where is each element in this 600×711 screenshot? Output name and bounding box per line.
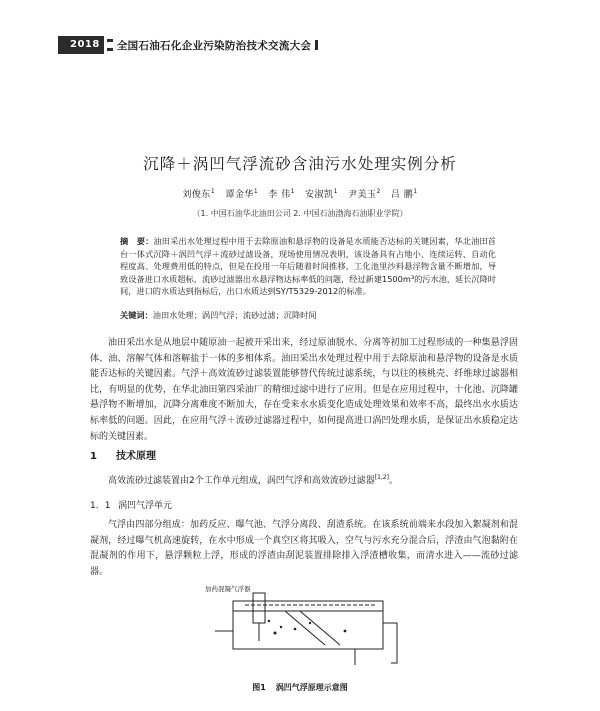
author: 吕 鹏$^1$ xyxy=(390,188,418,200)
paper-title: 沉降＋涡凹气浮流砂含油污水处理实例分析 xyxy=(143,155,457,173)
keywords-text: 油田水处理；涡凹气浮；流砂过滤；沉降时间 xyxy=(152,310,317,320)
abstract xyxy=(120,235,496,298)
running-header xyxy=(58,36,318,54)
figure-caption: 图1 涡凹气浮原理示意图 xyxy=(252,683,348,692)
affiliations: （1. 中国石油华北油田公司 2. 中国石油渤海石油职业学院） xyxy=(192,209,408,218)
section1-paragraph: 高效流砂过滤装置由2个工作单元组成，涡凹气浮和高效流砂过滤器[1,2]。 xyxy=(108,474,398,486)
figure-label: 加药混凝气浮器 xyxy=(205,585,251,593)
section-heading: 1 技术原理 xyxy=(90,451,156,462)
abstract-label: 摘 要： xyxy=(120,236,154,246)
author: 安淑凯$^1$ xyxy=(305,188,338,200)
intro-paragraph: 油田采出水是从地层中随原油一起被开采出来，经过原油脱水、分离等初加工过程形成的一种集悬浮固体、油、溶解气体和溶解盐于一体的多相体系。油田采出水处理过程中用于去除原油和悬浮物的设备是水质能否达标的关键因素。气浮＋高效流砂过滤装置能够替代传统过滤系统，与以往的核桃壳、纤维球过滤器相比，有明显的优势，在华北油田第四采油厂的精细过滤中进行了应用。但是在应用过程中，十化池、沉降罐悬浮物不断增加，沉降分离难度不断加大，存在受来水水质变化造成处理效果和效率不高，最终出水水质达标率低的问题。因此，在应用气浮＋流砂过滤器过程中，如何提高进口涡凹处理水质，是保证出水质稳定达标的关键因素。 xyxy=(90,338,518,442)
flotation-schematic-figure xyxy=(205,583,415,675)
keywords-label: 关键词： xyxy=(120,310,153,320)
flotation-tank xyxy=(233,601,383,649)
abstract-text: 油田采出水处理过程中用于去除原油和悬浮物的设备是水质能否达标的关键因素，华北油田首台一体式沉降＋涡凹气浮＋流砂过滤设备，现场使用情况表明，该设备具有占地小、连续运转、自动化程度高、处理费用低的特点，但是在投用一年后随着时间推移，工化池里沙料悬浮物含量不断增加，导致设备进口水质超标，流砂过滤器出水悬浮物达标率低的问题，经过新建1500m³的污水池，延长沉降时间，进口的水质达到指标后，出口水质达到SY/T5329-2012的标准。 xyxy=(120,236,496,297)
citation: [1,2] xyxy=(374,474,389,481)
author: 刘俊东$^1$ xyxy=(182,188,216,200)
keywords xyxy=(120,310,496,321)
author: 李 伟$^1$ xyxy=(268,188,295,200)
author: 尹美玉$^2$ xyxy=(347,188,381,200)
subsection-heading: 1．1 涡凹气浮单元 xyxy=(90,501,173,511)
header-separator-icon xyxy=(107,39,113,51)
header-conference-title: 全国石油石化企业污染防治技术交流大会 xyxy=(117,38,318,53)
author-list xyxy=(0,187,600,200)
header-year: 2018 xyxy=(58,36,104,54)
author: 谭金华$^1$ xyxy=(225,188,259,200)
subsection-paragraph: 气浮由四部分组成：加药反应、曝气池、气浮分离段、刮渣系统。在该系统前端来水段加入絮凝剂和混凝剂，经过曝气机高速旋转，在水中形成一个真空区将其吸入，空气与污水充分混合后，浮渣由气泡黏附在混凝剂的作用下，悬浮颗粒上浮，形成的浮渣由刮泥装置排除排入浮渣槽收集，而清水进入——流砂过滤器。 xyxy=(90,520,518,577)
aerator xyxy=(253,593,265,623)
